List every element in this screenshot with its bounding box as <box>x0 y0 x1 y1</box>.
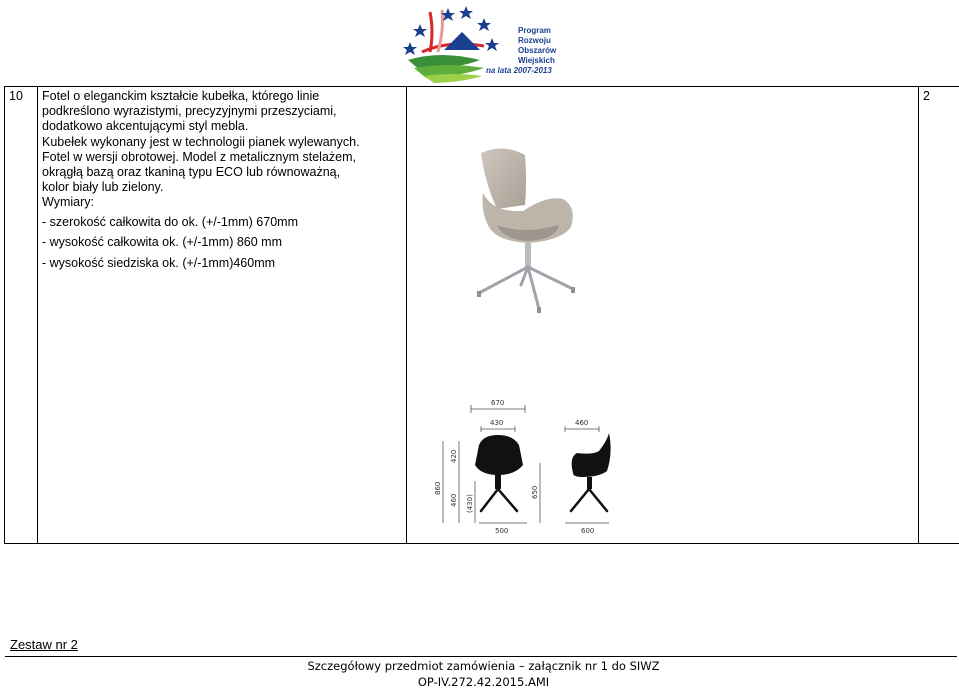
specification-table <box>4 86 959 544</box>
footer-title: Szczegółowy przedmiot zamówienia – załącznik nr 1 do SIWZ <box>307 659 660 673</box>
row-number: 10 <box>9 89 23 103</box>
logo-line: Program <box>518 26 551 35</box>
description-line: okrągłą bazą oraz tkaniną typu ECO lub równoważną, <box>42 165 341 180</box>
dimensions-heading: Wymiary: <box>42 195 94 210</box>
dim-label-430-bracket: (430) <box>466 494 474 513</box>
dim-label-670: 670 <box>491 399 505 407</box>
footer-reference: OP-IV.272.42.2015.AMI <box>417 675 550 689</box>
table-row <box>5 87 959 544</box>
chair-photo <box>463 143 603 313</box>
set-heading: Zestaw nr 2 <box>10 637 78 652</box>
dimension-line: - wysokość całkowita ok. (+/-1mm) 860 mm <box>42 235 282 250</box>
image-area <box>411 89 914 541</box>
description-line: Kubełek wykonany jest w technologii pianek wylewanych. <box>42 134 360 149</box>
logo-years: na lata 2007-2013 <box>486 66 552 75</box>
dim-label-460: 460 <box>575 419 589 427</box>
row-number-cell <box>5 87 38 544</box>
logo-line: Rozwoju <box>518 36 551 45</box>
description-line: Fotel o eleganckim kształcie kubełka, którego linie <box>42 89 320 103</box>
dim-label-420: 420 <box>450 449 458 463</box>
chair-dimension-drawing <box>423 383 623 533</box>
dim-label-460-vertical: 460 <box>450 493 458 507</box>
footer-divider <box>5 656 957 657</box>
image-cell <box>407 87 919 544</box>
logo-line: Obszarów <box>518 46 557 55</box>
description-line: dodatkowo akcentującymi styl mebla. <box>42 119 249 134</box>
quantity-cell <box>919 87 959 544</box>
logo-program-text <box>518 26 556 66</box>
dimension-line: - wysokość siedziska ok. (+/-1mm)460mm <box>42 255 276 270</box>
dimension-line: - szerokość całkowita do ok. (+/-1mm) 670mm <box>42 214 298 229</box>
dim-label-860: 860 <box>434 481 442 495</box>
description-cell <box>38 87 407 544</box>
description-line: podkreślono wyrazistymi, precyzyjnymi przeszyciami, <box>42 104 337 119</box>
dim-label-430: 430 <box>490 419 504 427</box>
quantity-value: 2 <box>923 89 930 103</box>
dim-label-650: 650 <box>531 485 539 499</box>
description-line: Fotel w wersji obrotowej. Model z metalicznym stelażem, <box>42 149 356 164</box>
dim-label-500: 500 <box>495 527 509 533</box>
description-line: kolor biały lub zielony. <box>42 180 164 195</box>
logo-line: Wiejskich <box>518 56 555 65</box>
dim-label-600: 600 <box>581 527 595 533</box>
